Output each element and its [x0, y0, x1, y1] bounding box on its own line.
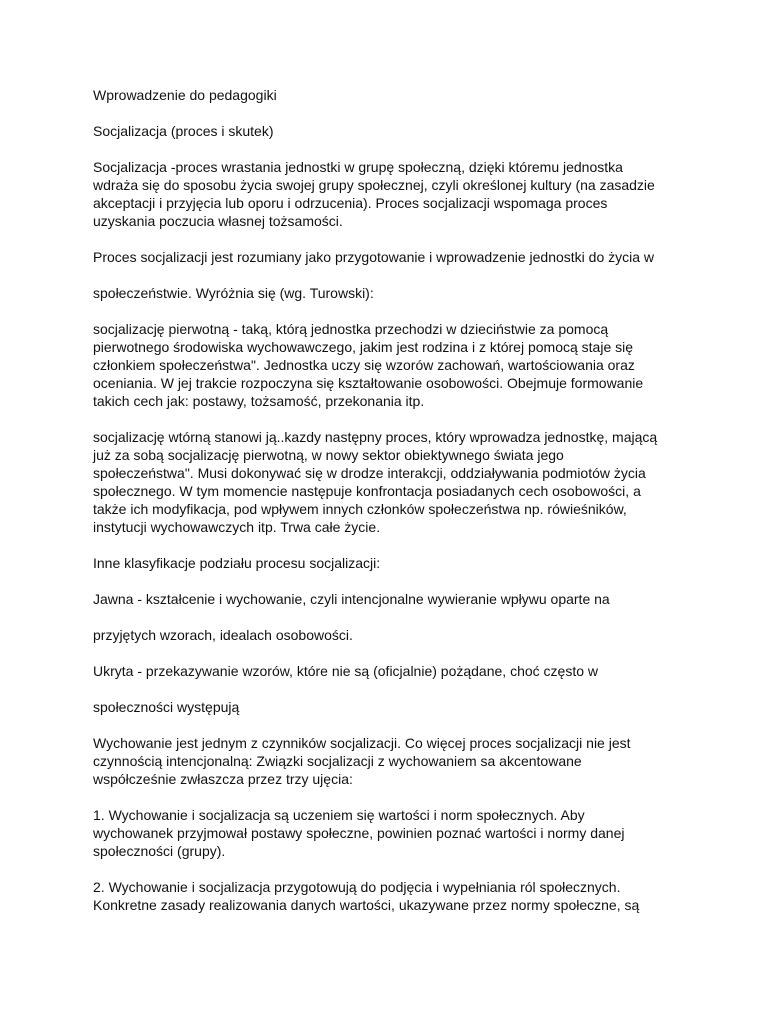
text-line: czynnością intencjonalną: Związki socjalizacji z wychowaniem sa akcentowane	[93, 753, 582, 769]
paragraph	[93, 590, 663, 608]
document-title: Wprowadzenie do pedagogiki	[93, 87, 277, 103]
text-line: wdraża się do sposobu życia swojej grupy społecznej, czyli określonej kultury (na zasadzie	[93, 177, 655, 193]
paragraph	[93, 662, 663, 680]
text-line: 1. Wychowanie i socjalizacja są uczeniem się wartości i norm społecznych. Aby	[93, 807, 585, 823]
text-line: pierwotnego środowiska wychowawczego, jakim jest rodzina i z której pomocą staje się	[93, 339, 634, 355]
text-line: uzyskania poczucia własnej tożsamości.	[93, 213, 343, 229]
text-line: członkiem społeczeństwa". Jednostka uczy się wzorów zachowań, wartościowania oraz	[93, 357, 635, 373]
text-line: społeczności występują	[93, 699, 240, 715]
paragraph	[93, 734, 663, 788]
text-line: socjalizację pierwotną - taką, którą jednostka przechodzi w dzieciństwie za pomocą	[93, 321, 609, 337]
document-page	[93, 86, 663, 932]
text-line: społeczności (grupy).	[93, 843, 226, 859]
text-line: także ich modyfikacja, pod wpływem innych członków społeczeństwa np. rówieśników,	[93, 501, 627, 517]
paragraph	[93, 626, 663, 644]
paragraph	[93, 878, 663, 914]
paragraph	[93, 158, 663, 230]
text-line: już za sobą socjalizację pierwotną, w nowy sektor obiektywnego świata jego	[93, 447, 564, 463]
text-line: Proces socjalizacji jest rozumiany jako przygotowanie i wprowadzenie jednostki do życia w	[93, 249, 655, 265]
paragraph	[93, 698, 663, 716]
paragraph	[93, 122, 663, 140]
text-line: społecznego. W tym momencie następuje konfrontacja posiadanych cech osobowości, a	[93, 483, 641, 499]
text-line: społeczeństwie. Wyróżnia się (wg. Turowski):	[93, 285, 374, 301]
text-line: 2. Wychowanie i socjalizacja przygotowują do podjęcia i wypełniania ról społecznych.	[93, 879, 621, 895]
document-body	[93, 122, 663, 914]
text-line: akceptacji i przyjęcia lub oporu i odrzucenia). Proces socjalizacji wspomaga proces	[93, 195, 608, 211]
text-line: Ukryta - przekazywanie wzorów, które nie są (oficjalnie) pożądane, choć często w	[93, 663, 598, 679]
text-line: Jawna - kształcenie i wychowanie, czyli intencjonalne wywieranie wpływu oparte na	[93, 591, 610, 607]
paragraph	[93, 320, 663, 410]
text-line: Socjalizacja -proces wrastania jednostki w grupę społeczną, dzięki któremu jednostka	[93, 159, 623, 175]
paragraph	[93, 428, 663, 536]
paragraph	[93, 284, 663, 302]
text-line: Konkretne zasady realizowania danych wartości, ukazywane przez normy społeczne, są	[93, 897, 640, 913]
text-line: takich cech jak: postawy, tożsamość, przekonania itp.	[93, 393, 425, 409]
text-line: społeczeństwa". Musi dokonywać się w drodze interakcji, oddziaływania podmiotów życia	[93, 465, 646, 481]
text-line: oceniania. W jej trakcie rozpoczyna się kształtowanie osobowości. Obejmuje formowanie	[93, 375, 644, 391]
text-line: Socjalizacja (proces i skutek)	[93, 123, 274, 139]
text-line: instytucji wychowawczych itp. Trwa całe życie.	[93, 519, 381, 535]
text-line: przyjętych wzorach, idealach osobowości.	[93, 627, 353, 643]
text-line: Wychowanie jest jednym z czynników socjalizacji. Co więcej proces socjalizacji nie jest	[93, 735, 631, 751]
paragraph	[93, 554, 663, 572]
text-line: socjalizację wtórną stanowi ją..kazdy następny proces, który wprowadza jednostkę, mającą	[93, 429, 658, 445]
text-line: współcześnie zwłaszcza przez trzy ujęcia:	[93, 771, 353, 787]
text-line: Inne klasyfikacje podziału procesu socjalizacji:	[93, 555, 381, 571]
paragraph	[93, 248, 663, 266]
paragraph	[93, 806, 663, 860]
text-line: wychowanek przyjmował postawy społeczne, powinien poznać wartości i normy danej	[93, 825, 625, 841]
